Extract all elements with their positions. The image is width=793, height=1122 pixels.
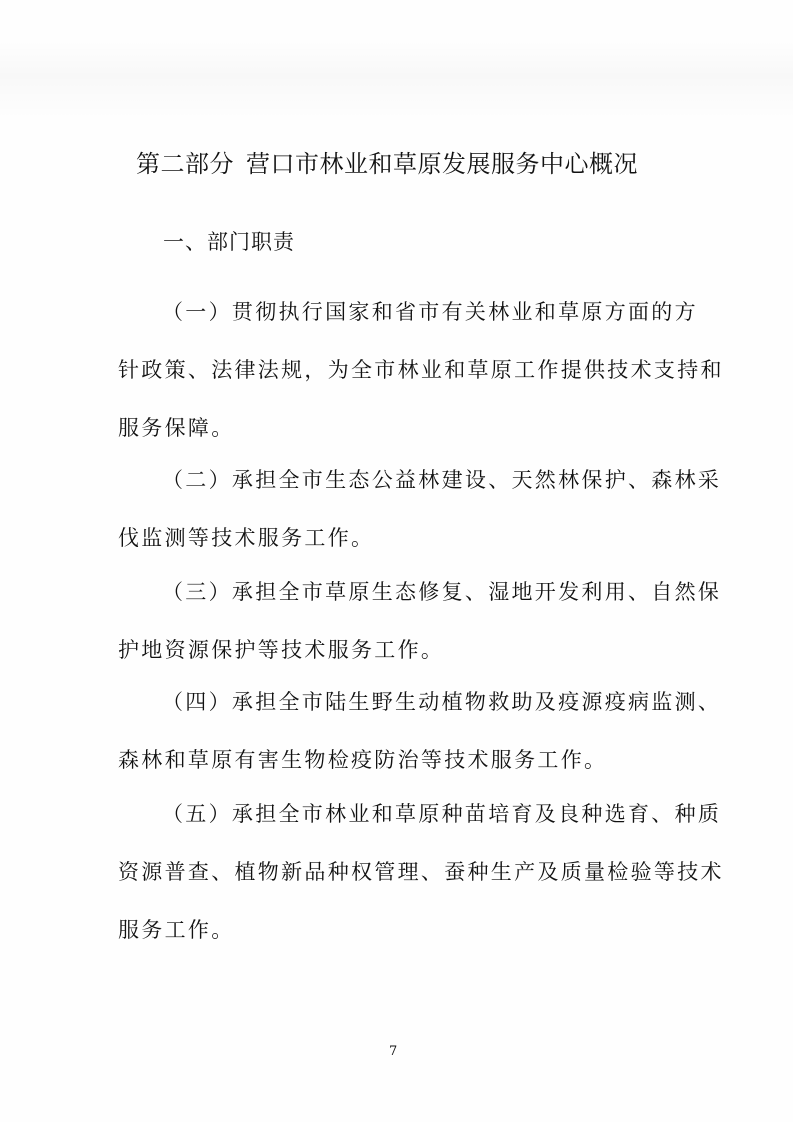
paragraph-3 bbox=[118, 563, 722, 679]
paragraph-line: 针政策、法律法规，为全市林业和草原工作提供技术支持和 bbox=[118, 358, 724, 382]
paragraph-1 bbox=[118, 283, 724, 457]
section-heading: 一、部门职责 bbox=[163, 230, 295, 254]
paragraph-line: 服务工作。 bbox=[118, 918, 235, 942]
page-title bbox=[136, 146, 696, 182]
scan-artifact bbox=[0, 40, 793, 120]
paragraph-line: 伐监测等技术服务工作。 bbox=[118, 526, 375, 550]
paragraph-4 bbox=[118, 673, 722, 789]
title-name: 营口市林业和草原发展服务中心概况 bbox=[246, 150, 638, 178]
paragraph-line: （一）贯彻执行国家和省市有关林业和草原方面的方 bbox=[162, 300, 698, 324]
paragraph-2 bbox=[118, 451, 722, 567]
paragraph-line: 森林和草原有害生物检疫防治等技术服务工作。 bbox=[118, 748, 608, 772]
paragraph-line: 资源普查、植物新品种权管理、蚕种生产及质量检验等技术 bbox=[118, 860, 724, 884]
paragraph-line: （四）承担全市陆生野生动植物救助及疫源疫病监测、 bbox=[162, 690, 722, 714]
paragraph-5 bbox=[118, 785, 724, 959]
paragraph-line: 护地资源保护等技术服务工作。 bbox=[118, 638, 445, 662]
paragraph-line: （二）承担全市生态公益林建设、天然林保护、森林采 bbox=[162, 468, 722, 492]
paragraph-line: 服务保障。 bbox=[118, 416, 235, 440]
paragraph-line: （五）承担全市林业和草原种苗培育及良种选育、种质 bbox=[162, 802, 722, 826]
paragraph-line: （三）承担全市草原生态修复、湿地开发利用、自然保 bbox=[162, 580, 722, 604]
page-number: 7 bbox=[389, 1044, 398, 1059]
title-part: 第二部分 bbox=[136, 150, 234, 178]
